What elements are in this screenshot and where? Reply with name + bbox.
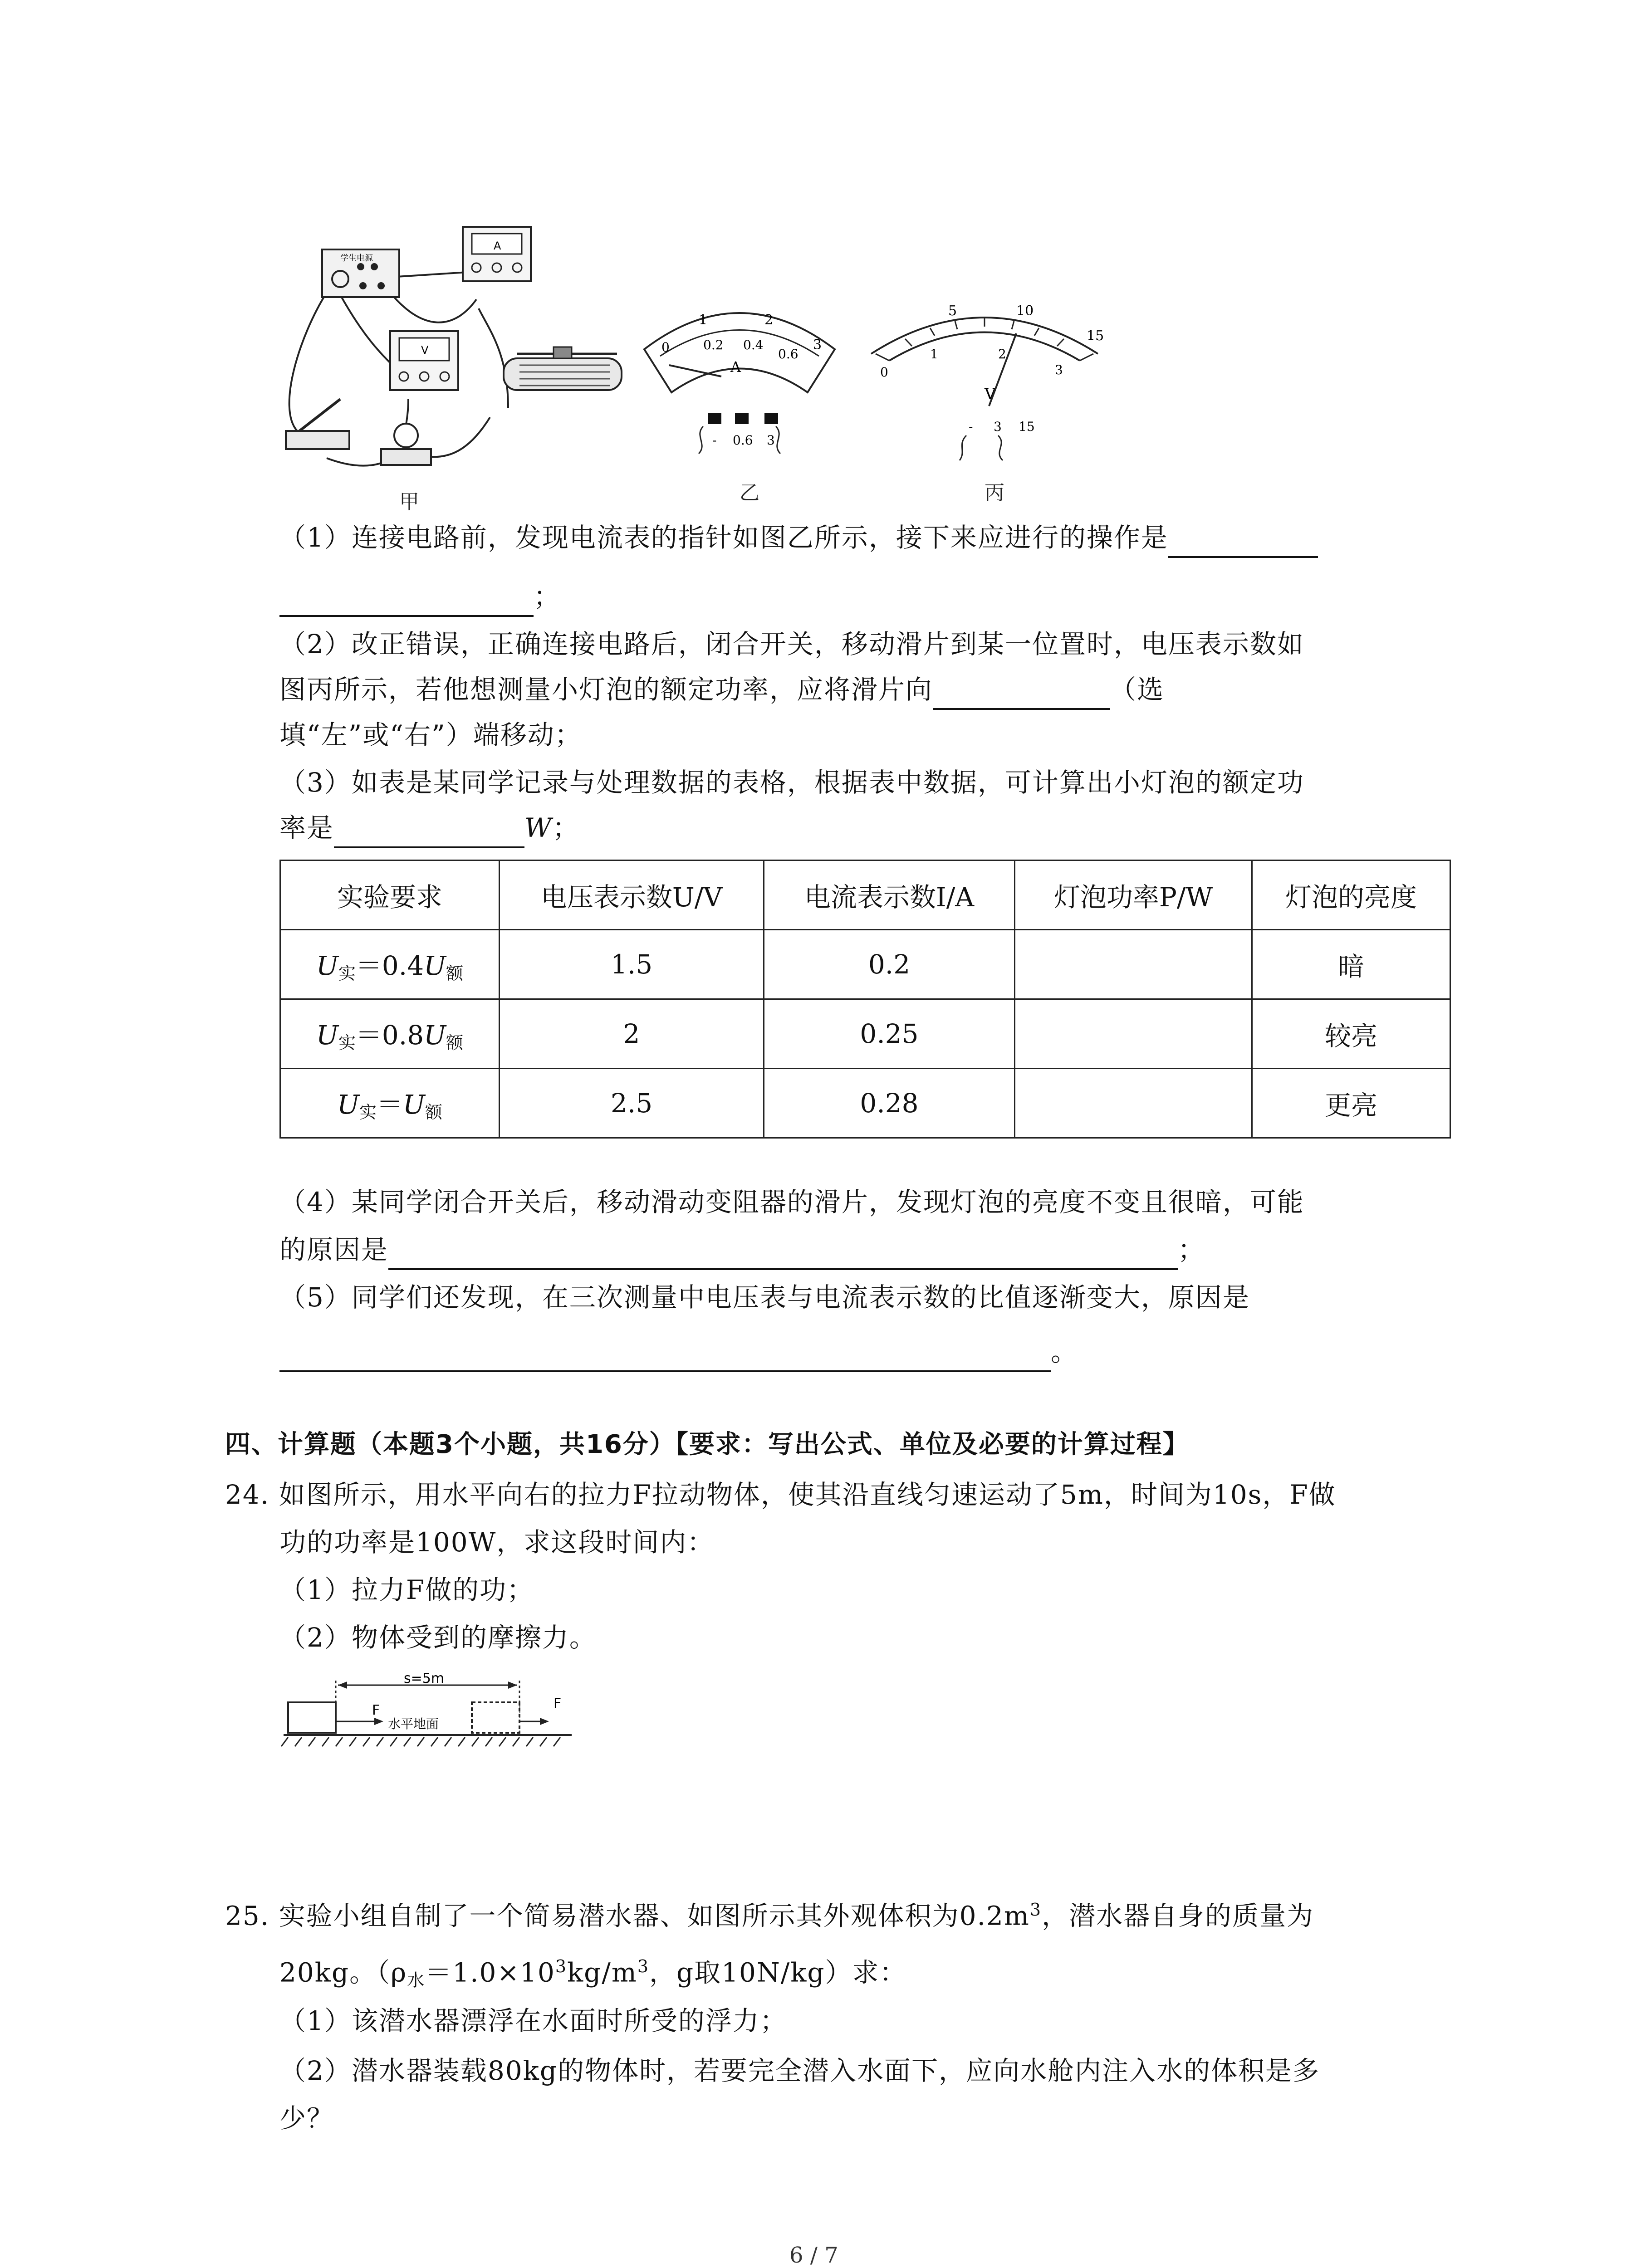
table-cell-power — [1015, 1069, 1252, 1138]
q25-sub1: （1）该潜水器漂浮在水面时所受的浮力； — [279, 2005, 787, 2036]
q23-p5-line1: （5）同学们还发现，在三次测量中电压表与电流表示数的比值逐渐变大，原因是 — [279, 1282, 1250, 1313]
q23-p1-cont — [279, 576, 561, 617]
table-cell-power — [1015, 930, 1252, 999]
table-row — [280, 999, 1450, 1069]
q24-distance-label: s=5m — [404, 1672, 445, 1686]
answer-blank-1b[interactable] — [279, 586, 534, 617]
q24-sub1: （1）拉力F做的功； — [279, 1574, 534, 1605]
bing-tick-1: 1 — [930, 347, 938, 362]
table-header-cell: 实验要求 — [280, 860, 500, 930]
bing-tick-0: 0 — [880, 365, 888, 380]
q23-p4-line2 — [279, 1229, 1205, 1270]
q24-force-label-1: F — [372, 1702, 380, 1718]
ammeter-label: A — [494, 240, 501, 252]
table-cell-brightness: 暗 — [1252, 930, 1450, 999]
bing-unit: V — [985, 385, 996, 403]
voltmeter-label: V — [421, 344, 429, 357]
figure-jia-circuit — [272, 218, 635, 508]
yi-terminal-neg: - — [712, 433, 717, 448]
answer-blank-3[interactable] — [334, 817, 524, 848]
q23-p2-line2 — [279, 669, 1164, 710]
answer-blank-2[interactable] — [933, 679, 1110, 710]
q25-line2-a: 20kg。（ρ — [279, 1957, 407, 1988]
bing-terminal-15: 15 — [1019, 419, 1035, 434]
power-supply — [322, 249, 399, 297]
table-cell-current: 0.25 — [764, 999, 1015, 1069]
table-cell-voltage: 2.5 — [500, 1069, 764, 1138]
q23-p3-line1: （3）如表是某同学记录与处理数据的表格，根据表中数据，可计算出小灯泡的额定功 — [279, 767, 1304, 798]
q24-ground-label: 水平地面 — [388, 1716, 439, 1731]
q24-line1: 24. 如图所示，用水平向右的拉力F拉动物体，使其沿直线匀速运动了5m，时间为10s，F做 — [225, 1479, 1336, 1510]
yi-tick-2: 2 — [764, 312, 774, 328]
table-header-cell: 灯泡功率P/W — [1015, 860, 1252, 930]
figure-jia-caption: 甲 — [399, 490, 419, 513]
q25-sub2-line2: 少？ — [279, 2103, 334, 2134]
yi-terminal-3: 3 — [767, 433, 775, 448]
bing-tick-5: 5 — [948, 303, 957, 319]
table-cell-brightness: 较亮 — [1252, 999, 1450, 1069]
table-header-row — [280, 860, 1450, 930]
table-cell-requirement: $U_实=0.4U_额$ — [280, 930, 500, 999]
bing-tick-10: 10 — [1016, 303, 1034, 319]
q23-p4-end: ； — [1178, 1234, 1205, 1265]
q25-line2-sub: 水 — [407, 1970, 426, 1990]
q24-sub2: （2）物体受到的摩擦力。 — [279, 1622, 597, 1653]
q23-p3-end: ； — [552, 812, 580, 843]
q25-line2 — [279, 1946, 907, 2000]
q25-line2-sup2: 3 — [637, 1956, 650, 1976]
table-cell-requirement: $U_实=U_额$ — [280, 1069, 500, 1138]
q25-line2-sup1: 3 — [555, 1956, 568, 1976]
bing-tick-2: 2 — [998, 347, 1006, 362]
q25-line1-rest: ，潜水器自身的质量为 — [1042, 1900, 1314, 1931]
power-label: 学生电源 — [340, 254, 373, 263]
q23-p2-hint: （选 — [1110, 674, 1165, 705]
table-header-cell: 电压表示数U/V — [500, 860, 764, 930]
figure-q24-block-on-ground — [281, 1672, 572, 1758]
q25-line2-c: kg/m — [567, 1957, 637, 1988]
experiment-data-table — [279, 860, 1451, 1139]
q23-p3-unit: W — [524, 812, 553, 843]
q23-p1-text: （1）连接电路前，发现电流表的指针如图乙所示，接下来应进行的操作是 — [279, 522, 1168, 553]
q25-line2-b: ＝1.0×10 — [425, 1957, 555, 1988]
q23-p5-end: 。 — [1051, 1336, 1078, 1367]
q23-p5-line2 — [279, 1331, 1078, 1372]
page-number: 6 / 7 — [789, 2243, 838, 2268]
q23-p4-text: 的原因是 — [279, 1234, 389, 1265]
q25-line1 — [225, 1889, 1314, 1936]
q25-sub2-line1: （2）潜水器装载80kg的物体时，若要完全潜入水面下，应向水舱内注入水的体积是多 — [279, 2055, 1320, 2086]
yi-tick-02: 0.2 — [703, 337, 724, 352]
yi-tick-06: 0.6 — [778, 347, 798, 362]
q23-p1-end: ； — [534, 581, 561, 612]
answer-blank-4[interactable] — [388, 1239, 1178, 1270]
table-row — [280, 1069, 1450, 1138]
q23-p3-text: 率是 — [279, 812, 334, 843]
q23-p2-line3: 填“左”或“右”）端移动； — [279, 719, 582, 750]
figure-yi-ammeter-dial — [640, 290, 839, 463]
answer-blank-5[interactable] — [279, 1341, 1051, 1372]
table-cell-voltage: 1.5 — [500, 930, 764, 999]
q23-p1 — [279, 517, 1318, 558]
table-cell-current: 0.2 — [764, 930, 1015, 999]
yi-unit: A — [730, 358, 741, 376]
bing-terminal-3: 3 — [994, 419, 1002, 434]
lamp — [381, 424, 431, 465]
yi-tick-0: 0 — [661, 340, 670, 355]
switch — [286, 399, 349, 449]
q24-force-label-2: F — [554, 1696, 562, 1711]
yi-tick-04: 0.4 — [743, 337, 764, 352]
q23-p4-line1: （4）某同学闭合开关后，移动滑动变阻器的滑片，发现灯泡的亮度不变且很暗，可能 — [279, 1187, 1304, 1217]
q25-line2-d: ，g取10N/kg）求： — [649, 1957, 907, 1988]
q23-p2-text: 图丙所示，若他想测量小灯泡的额定功率，应将滑片向 — [279, 674, 933, 705]
answer-blank-1a[interactable] — [1168, 527, 1318, 558]
table-cell-requirement: $U_实=0.8U_额$ — [280, 999, 500, 1069]
bing-terminal-neg: - — [969, 419, 973, 434]
table-cell-brightness: 更亮 — [1252, 1069, 1450, 1138]
table-header-cell: 电流表示数I/A — [764, 860, 1015, 930]
figure-bing-voltmeter-dial — [862, 290, 1107, 463]
q23-p3-line2 — [279, 807, 580, 848]
rheostat — [504, 347, 622, 390]
yi-tick-1: 1 — [699, 312, 708, 328]
bing-tick-3: 3 — [1055, 362, 1063, 377]
figure-yi-caption: 乙 — [740, 481, 759, 504]
table-cell-current: 0.28 — [764, 1069, 1015, 1138]
table-cell-voltage: 2 — [500, 999, 764, 1069]
figure-bing-caption: 丙 — [985, 481, 1004, 504]
voltmeter-jia — [390, 331, 458, 390]
q23-p2-line1: （2）改正错误，正确连接电路后，闭合开关，移动滑片到某一位置时，电压表示数如 — [279, 629, 1304, 660]
ammeter-jia — [463, 227, 531, 281]
q24-line2: 功的功率是100W，求这段时间内： — [279, 1527, 715, 1558]
q25-line1-text: 25. 实验小组自制了一个简易潜水器、如图所示其外观体积为0.2m — [225, 1900, 1030, 1931]
q25-line1-sup: 3 — [1029, 1900, 1042, 1920]
table-row — [280, 930, 1450, 999]
yi-tick-3: 3 — [813, 337, 822, 353]
table-cell-power — [1015, 999, 1252, 1069]
bing-tick-15: 15 — [1087, 328, 1104, 344]
section4-heading: 四、计算题（本题3个小题，共16分）【要求：写出公式、单位及必要的计算过程】 — [225, 1430, 1189, 1459]
table-header-cell: 灯泡的亮度 — [1252, 860, 1450, 930]
yi-terminal-06: 0.6 — [733, 433, 753, 448]
